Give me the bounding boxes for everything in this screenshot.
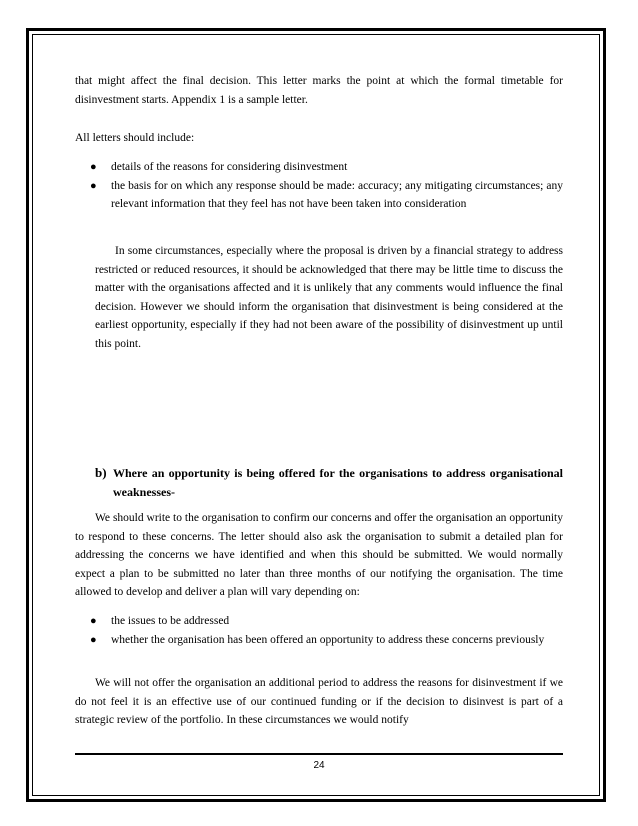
list-item-text: the issues to be addressed xyxy=(111,615,230,627)
list-item xyxy=(75,612,563,631)
paragraph-write: We should write to the organisation to confirm our concerns and offer the organisation an opportunity to respond to these concerns. The letter should also ask the organisation to submit a detailed plan for addressing the concerns we have identified and when this should be submitted. We would normally expect a plan to be submitted no later than three months of our notifying the organisation. The time allowed to develop and deliver a plan will vary depending on: xyxy=(75,512,563,598)
letter-contents-list xyxy=(75,158,563,214)
footer-rule xyxy=(75,753,563,755)
letters-intro: All letters should include: xyxy=(75,132,195,144)
section-b-heading xyxy=(95,464,563,501)
section-b-label: b) xyxy=(95,465,107,480)
paragraph-continued: that might affect the final decision. This letter marks the point at which the formal timetable for disinvestment starts. Appendix 1 is a sample letter. xyxy=(75,75,563,106)
list-item xyxy=(75,158,563,177)
list-item-text: details of the reasons for considering disinvestment xyxy=(111,161,348,173)
list-item-text: whether the organisation has been offered an opportunity to address these concerns previously xyxy=(111,633,545,646)
section-b-title: Where an opportunity is being offered for the organisations to address organisational weaknesses- xyxy=(113,466,563,499)
bullet-icon: ● xyxy=(90,179,97,192)
list-item-text: the basis for on which any response should be made: accuracy; any mitigating circumstances; any relevant information that they feel has not have been taken into consideration xyxy=(111,179,563,210)
bullet-icon: ● xyxy=(90,615,97,627)
list-item xyxy=(75,177,563,214)
page-number: 24 xyxy=(313,760,325,771)
paragraph-not-offer: We will not offer the organisation an additional period to address the reasons for disinvestment if we do not feel it is an effective use of our continued funding or if the decision to disinvest is part of a strategic review of the portfolio. In these circumstances we would notify xyxy=(75,677,563,726)
bullet-icon: ● xyxy=(90,633,97,646)
list-item xyxy=(75,631,563,650)
paragraph-circumstances: In some circumstances, especially where the proposal is driven by a financial strategy to address restricted or reduced resources, it should be acknowledged that there may be little time to discuss the matter with the organisations affected and it is unlikely that any comments would influence the final decision. However we should inform the organisation that disinvestment is being considered at the earliest opportunity, especially if they had not been aware of the possibility of disinvestment up until this point. xyxy=(95,245,563,350)
plan-factors-list xyxy=(75,612,563,649)
bullet-icon: ● xyxy=(90,161,97,173)
